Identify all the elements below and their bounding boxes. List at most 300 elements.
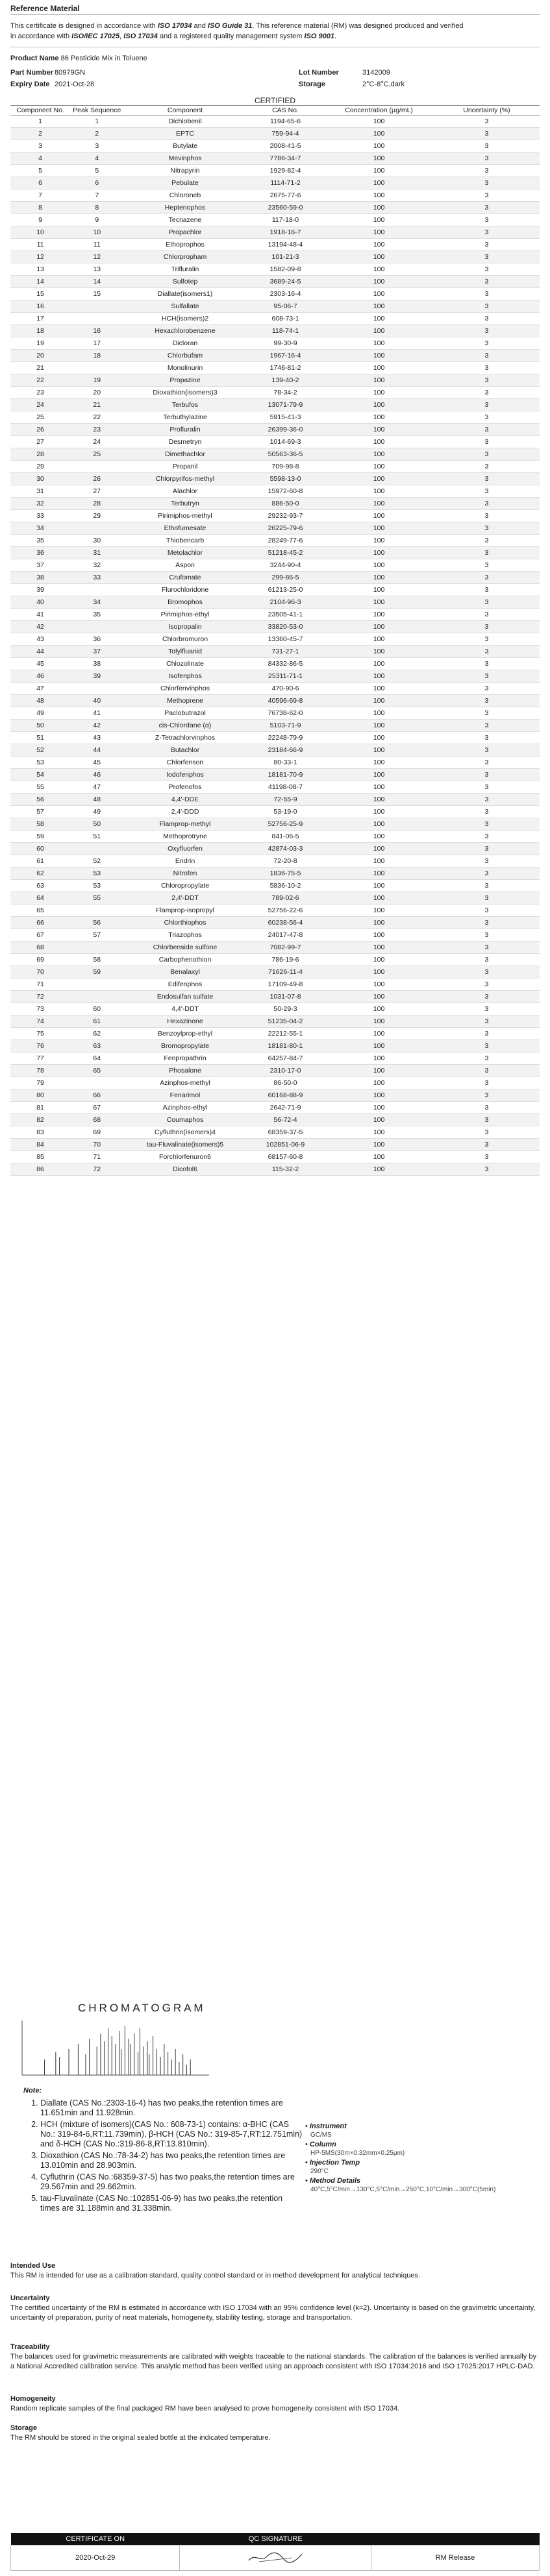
uncertainty: 3: [434, 658, 540, 670]
component-no: 43: [10, 633, 70, 646]
uncertainty: 3: [434, 485, 540, 498]
component-no: 6: [10, 177, 70, 189]
component-name: Pebulate: [123, 177, 246, 189]
component-name: Dimethachlor: [123, 448, 246, 461]
component-name: Flurochloridone: [123, 584, 246, 596]
peak-sequence: 44: [70, 744, 123, 757]
component-name: Flamprop-methyl: [123, 818, 246, 831]
table-row: [10, 966, 540, 978]
cas-number: 24017-47-8: [247, 929, 325, 942]
uncertainty: 3: [434, 633, 540, 646]
product-name: Product Name 86 Pesticide Mix in Toluene: [10, 55, 147, 62]
component-name: 4,4'-DDE: [123, 794, 246, 806]
cas-number: 470-90-6: [247, 683, 325, 695]
cas-number: 3689-24-5: [247, 276, 325, 288]
component-name: Trifluralin: [123, 263, 246, 276]
uncertainty: 3: [434, 609, 540, 621]
uncertainty: 3: [434, 411, 540, 424]
component-no: 65: [10, 905, 70, 917]
instrument-value: GC/MS: [310, 2132, 332, 2139]
cas-number: 2310-17-0: [247, 1065, 325, 1077]
component-no: 36: [10, 547, 70, 559]
uncertainty: 3: [434, 399, 540, 411]
cas-number: 115-32-2: [247, 1163, 325, 1176]
cas-number: 72-20-8: [247, 855, 325, 868]
table-row: [10, 1003, 540, 1015]
component-name: Dicofol6: [123, 1163, 246, 1176]
concentration: 100: [324, 855, 433, 868]
concentration: 100: [324, 794, 433, 806]
component-name: tau-Fluvalinate(isomers)5: [123, 1139, 246, 1151]
uncertainty: 3: [434, 917, 540, 929]
storage-section: [10, 2424, 540, 2443]
component-no: 67: [10, 929, 70, 942]
component-no: 60: [10, 843, 70, 855]
component-name: Isopropalin: [123, 621, 246, 633]
peak-sequence: 61: [70, 1015, 123, 1028]
uncertainty: 3: [434, 128, 540, 140]
peak-sequence: 23: [70, 424, 123, 436]
peak-sequence: 39: [70, 670, 123, 683]
concentration: 100: [324, 300, 433, 313]
component-name: Tolylfluanid: [123, 646, 246, 658]
component-no: 5: [10, 165, 70, 177]
table-row: [10, 868, 540, 880]
uncertainty: 3: [434, 905, 540, 917]
cas-number: 40596-69-8: [247, 695, 325, 707]
component-no: 63: [10, 880, 70, 892]
cas-number: 299-86-5: [247, 572, 325, 584]
table-row: [10, 621, 540, 633]
cas-number: 76738-62-0: [247, 707, 325, 720]
table-row: [10, 214, 540, 226]
concentration: 100: [324, 633, 433, 646]
concentration: 100: [324, 1028, 433, 1040]
concentration: 100: [324, 1065, 433, 1077]
component-name: Paclobutrazol: [123, 707, 246, 720]
concentration: 100: [324, 535, 433, 547]
table-row: [10, 1077, 540, 1089]
uncertainty: 3: [434, 189, 540, 202]
uncertainty: 3: [434, 547, 540, 559]
table-row: [10, 1114, 540, 1126]
header-peak-sequence: Peak Sequence: [70, 106, 123, 115]
table-row: [10, 855, 540, 868]
concentration: 100: [324, 1102, 433, 1114]
uncertainty: 3: [434, 584, 540, 596]
concentration: 100: [324, 226, 433, 239]
component-no: 17: [10, 313, 70, 325]
uncertainty: 3: [434, 374, 540, 387]
signature-scribble: [246, 2550, 305, 2564]
uncertainty: 3: [434, 707, 540, 720]
concentration: 100: [324, 140, 433, 152]
instrument-params: • Instrument GC/MS • Column HP-5MS(30m×0.32mm×0.25μm) • Injection Temp 290°C • Method Details 40°C,5°C/min→130°C,5°C/min→250°C,10°C/min→300°C(5min): [305, 2122, 545, 2194]
uncertainty: 3: [434, 929, 540, 942]
concentration: 100: [324, 584, 433, 596]
uncertainty: 3: [434, 954, 540, 966]
cas-number: 2642-71-9: [247, 1102, 325, 1114]
component-name: Chloroneb: [123, 189, 246, 202]
uncertainty-text: The certified uncertainty of the RM is estimated in accordance with ISO 17034 with an 95% confidence level (k=2). Uncertainty is based on the gravimetric uncertainty, uncertainty of preparation, purity of neat materials, homogeneity, stability testing, storage and transportation.: [10, 2304, 536, 2322]
component-name: Monolinurin: [123, 362, 246, 374]
component-name: Chlorpropham: [123, 251, 246, 263]
cas-number: 15972-60-8: [247, 485, 325, 498]
table-row: [10, 436, 540, 448]
cas-number: 1031-07-8: [247, 991, 325, 1003]
concentration: 100: [324, 1089, 433, 1102]
table-row: [10, 781, 540, 794]
table-row: [10, 115, 540, 128]
component-name: Mevinphos: [123, 152, 246, 165]
peak-sequence: 59: [70, 966, 123, 978]
concentration: 100: [324, 769, 433, 781]
table-row: [10, 991, 540, 1003]
concentration: 100: [324, 880, 433, 892]
intended-use-section: [10, 2261, 540, 2281]
concentration: 100: [324, 917, 433, 929]
concentration: 100: [324, 1003, 433, 1015]
uncertainty: 3: [434, 1003, 540, 1015]
concentration: 100: [324, 313, 433, 325]
concentration: 100: [324, 350, 433, 362]
component-no: 4: [10, 152, 70, 165]
uncertainty: 3: [434, 1114, 540, 1126]
peak-sequence: 68: [70, 1114, 123, 1126]
component-no: 73: [10, 1003, 70, 1015]
component-no: 44: [10, 646, 70, 658]
uncertainty: 3: [434, 448, 540, 461]
table-body: [10, 115, 540, 1176]
table-row: [10, 387, 540, 399]
instrument-label: Instrument: [309, 2122, 347, 2130]
traceability-heading: Traceability: [10, 2343, 50, 2351]
table-row: [10, 683, 540, 695]
component-no: 11: [10, 239, 70, 251]
uncertainty: 3: [434, 1126, 540, 1139]
concentration: 100: [324, 325, 433, 337]
uncertainty: 3: [434, 152, 540, 165]
table-row: [10, 522, 540, 535]
peak-sequence: 53: [70, 880, 123, 892]
concentration: 100: [324, 978, 433, 991]
concentration: 100: [324, 658, 433, 670]
peak-sequence: 20: [70, 387, 123, 399]
concentration: 100: [324, 831, 433, 843]
uncertainty: 3: [434, 1040, 540, 1052]
component-no: 82: [10, 1114, 70, 1126]
storage-condition: Storage 2°C-8°C,dark: [299, 80, 405, 88]
component-name: Chlorfenvinphos: [123, 683, 246, 695]
uncertainty: 3: [434, 831, 540, 843]
cas-number: 23560-59-0: [247, 202, 325, 214]
cas-number: 23505-41-1: [247, 609, 325, 621]
concentration: 100: [324, 128, 433, 140]
concentration: 100: [324, 165, 433, 177]
uncertainty: 3: [434, 596, 540, 609]
peak-sequence: 31: [70, 547, 123, 559]
component-no: 12: [10, 251, 70, 263]
peak-sequence: 43: [70, 732, 123, 744]
cas-number: 117-18-0: [247, 214, 325, 226]
cas-number: 41198-08-7: [247, 781, 325, 794]
table-row: [10, 658, 540, 670]
table-row: [10, 300, 540, 313]
peak-sequence: 1: [70, 115, 123, 128]
component-no: 69: [10, 954, 70, 966]
cas-number: 5836-10-2: [247, 880, 325, 892]
table-row: [10, 485, 540, 498]
peak-sequence: [70, 843, 123, 855]
concentration: 100: [324, 991, 433, 1003]
component-no: 71: [10, 978, 70, 991]
component-no: 32: [10, 498, 70, 510]
component-name: Chlorfenson: [123, 757, 246, 769]
cas-number: 608-73-1: [247, 313, 325, 325]
component-name: Ethofumesate: [123, 522, 246, 535]
concentration: 100: [324, 473, 433, 485]
component-name: Desmetryn: [123, 436, 246, 448]
component-name: Chlorbenside sulfone: [123, 942, 246, 954]
component-name: Propachlor: [123, 226, 246, 239]
cas-number: 1967-16-4: [247, 350, 325, 362]
peak-sequence: [70, 905, 123, 917]
chromatogram-title: CHROMATOGRAM: [78, 2002, 206, 2014]
concentration: 100: [324, 707, 433, 720]
cas-number: 99-30-9: [247, 337, 325, 350]
concentration: 100: [324, 337, 433, 350]
component-name: Dichlobenil: [123, 115, 246, 128]
cas-number: 5598-13-0: [247, 473, 325, 485]
table-row: [10, 732, 540, 744]
component-no: 50: [10, 720, 70, 732]
concentration: 100: [324, 966, 433, 978]
component-no: 64: [10, 892, 70, 905]
note-item: 3. Dioxathion (CAS No.:78-34-2) has two peaks,the retention times are 13.010min and 28.903min.: [40, 2151, 303, 2170]
peak-sequence: 53: [70, 868, 123, 880]
uncertainty: 3: [434, 288, 540, 300]
note-item: 2. HCH (mixture of isomers)(CAS No.: 608-73-1) contains: α-BHC (CAS No.: 319-84-6,RT:11.739min), β-HCH (CAS No.: 319-85-7,RT:12.751min) and δ-HCH (CAS No.:319-86-8,RT:13.810min).: [40, 2120, 303, 2149]
uncertainty: 3: [434, 1139, 540, 1151]
concentration: 100: [324, 572, 433, 584]
peak-sequence: 64: [70, 1052, 123, 1065]
cas-number: 72-55-9: [247, 794, 325, 806]
cas-number: 2008-41-5: [247, 140, 325, 152]
component-no: 21: [10, 362, 70, 374]
uncertainty: 3: [434, 757, 540, 769]
divider: [10, 14, 540, 15]
table-row: [10, 1065, 540, 1077]
concentration: 100: [324, 695, 433, 707]
component-no: 51: [10, 732, 70, 744]
component-name: Terbutryn: [123, 498, 246, 510]
component-name: Z-Tetrachlorvinphos: [123, 732, 246, 744]
cas-number: 71626-11-4: [247, 966, 325, 978]
uncertainty: 3: [434, 473, 540, 485]
peak-sequence: 47: [70, 781, 123, 794]
cas-number: 50563-36-5: [247, 448, 325, 461]
component-no: 28: [10, 448, 70, 461]
component-name: Carbophenothion: [123, 954, 246, 966]
component-name: Endosulfan sulfate: [123, 991, 246, 1003]
component-no: 45: [10, 658, 70, 670]
peak-sequence: 18: [70, 350, 123, 362]
peak-sequence: 36: [70, 633, 123, 646]
injection-temp-value: 290°C: [310, 2168, 329, 2175]
component-no: 20: [10, 350, 70, 362]
uncertainty: 3: [434, 300, 540, 313]
uncertainty: 3: [434, 978, 540, 991]
peak-sequence: 34: [70, 596, 123, 609]
component-no: 85: [10, 1151, 70, 1163]
method-details-value: 40°C,5°C/min→130°C,5°C/min→250°C,10°C/min→300°C(5min): [310, 2186, 496, 2193]
peak-sequence: [70, 584, 123, 596]
table-row: [10, 843, 540, 855]
component-no: 62: [10, 868, 70, 880]
uncertainty: 3: [434, 263, 540, 276]
uncertainty: 3: [434, 350, 540, 362]
peak-sequence: [70, 978, 123, 991]
concentration: 100: [324, 152, 433, 165]
table-row: [10, 535, 540, 547]
table-row: [10, 584, 540, 596]
cas-number: 22212-55-1: [247, 1028, 325, 1040]
concentration: 100: [324, 818, 433, 831]
component-name: Terbuthylazine: [123, 411, 246, 424]
uncertainty: 3: [434, 559, 540, 572]
cas-number: 95-06-7: [247, 300, 325, 313]
table-row: [10, 325, 540, 337]
component-name: Heptenophos: [123, 202, 246, 214]
component-no: 59: [10, 831, 70, 843]
table-row: [10, 547, 540, 559]
peak-sequence: 8: [70, 202, 123, 214]
cas-number: 18181-70-9: [247, 769, 325, 781]
component-name: Propazine: [123, 374, 246, 387]
cas-number: 56-72-4: [247, 1114, 325, 1126]
homogeneity-heading: Homogeneity: [10, 2395, 56, 2403]
cas-number: 102851-06-9: [247, 1139, 325, 1151]
component-no: 58: [10, 818, 70, 831]
component-name: Nitrofen: [123, 868, 246, 880]
chromatogram-peaks: [45, 2026, 191, 2075]
component-name: 2,4'-DDD: [123, 806, 246, 818]
concentration: 100: [324, 646, 433, 658]
table-row: [10, 263, 540, 276]
component-no: 3: [10, 140, 70, 152]
header-concentration: Concentration (μg/mL): [324, 106, 433, 115]
uncertainty: 3: [434, 880, 540, 892]
component-name: Chlozolinate: [123, 658, 246, 670]
certified-label: CERTIFIED: [254, 96, 296, 105]
table-row: [10, 646, 540, 658]
component-no: 61: [10, 855, 70, 868]
cas-number: 18181-80-1: [247, 1040, 325, 1052]
uncertainty: 3: [434, 966, 540, 978]
component-name: Chloropropylate: [123, 880, 246, 892]
peak-sequence: 56: [70, 917, 123, 929]
cas-number: 78-34-2: [247, 387, 325, 399]
peak-sequence: 21: [70, 399, 123, 411]
uncertainty: 3: [434, 325, 540, 337]
peak-sequence: 65: [70, 1065, 123, 1077]
component-no: 19: [10, 337, 70, 350]
uncertainty: 3: [434, 1151, 540, 1163]
intended-use-text: This RM is intended for use as a calibration standard, quality control standard or in method development for analytical techniques.: [10, 2272, 421, 2279]
cas-number: 1014-69-3: [247, 436, 325, 448]
concentration: 100: [324, 806, 433, 818]
component-no: 27: [10, 436, 70, 448]
component-name: Bromopropylate: [123, 1040, 246, 1052]
qc-signature-header: QC SIGNATURE: [180, 2533, 371, 2546]
peak-sequence: 40: [70, 695, 123, 707]
component-name: Terbufos: [123, 399, 246, 411]
peak-sequence: 48: [70, 794, 123, 806]
cas-number: 64257-84-7: [247, 1052, 325, 1065]
traceability-text: The balances used for gravimetric measurements are calibrated with weights traceable to the national standards. The calibration of the balances is verified annually by a National Accredited calibration service. This analytic method has been verified using an approach consistent with ISO 17034:2016 and ISO 17025:2017 HPLC-DAD.: [10, 2353, 536, 2370]
uncertainty: 3: [434, 868, 540, 880]
concentration: 100: [324, 621, 433, 633]
component-no: 22: [10, 374, 70, 387]
peak-sequence: 14: [70, 276, 123, 288]
peak-sequence: 66: [70, 1089, 123, 1102]
cas-number: 60238-56-4: [247, 917, 325, 929]
component-no: 41: [10, 609, 70, 621]
component-name: Pirimiphos-methyl: [123, 510, 246, 522]
peak-sequence: [70, 461, 123, 473]
table-row: [10, 288, 540, 300]
peak-sequence: 6: [70, 177, 123, 189]
uncertainty: 3: [434, 1163, 540, 1176]
uncertainty: 3: [434, 239, 540, 251]
uncertainty: 3: [434, 165, 540, 177]
component-name: Chlorbromuron: [123, 633, 246, 646]
component-name: cis-Chlordane (α): [123, 720, 246, 732]
table-row: [10, 313, 540, 325]
component-name: Butylate: [123, 140, 246, 152]
uncertainty: 3: [434, 646, 540, 658]
table-row: [10, 461, 540, 473]
cas-number: 1194-65-6: [247, 115, 325, 128]
table-row: [10, 362, 540, 374]
component-no: 29: [10, 461, 70, 473]
peak-sequence: 45: [70, 757, 123, 769]
concentration: 100: [324, 1139, 433, 1151]
cas-number: 52756-25-9: [247, 818, 325, 831]
cas-number: 1114-71-2: [247, 177, 325, 189]
uncertainty: 3: [434, 140, 540, 152]
concentration: 100: [324, 436, 433, 448]
table-row: [10, 707, 540, 720]
peak-sequence: [70, 621, 123, 633]
cas-number: 68359-37-5: [247, 1126, 325, 1139]
concentration: 100: [324, 461, 433, 473]
concentration: 100: [324, 905, 433, 917]
cas-number: 23184-66-9: [247, 744, 325, 757]
peak-sequence: 51: [70, 831, 123, 843]
component-no: 70: [10, 966, 70, 978]
storage-heading: Storage: [10, 2424, 37, 2432]
component-name: Chlorthiophos: [123, 917, 246, 929]
peak-sequence: 71: [70, 1151, 123, 1163]
component-name: Metolachlor: [123, 547, 246, 559]
cas-number: 13071-79-9: [247, 399, 325, 411]
table-row: [10, 572, 540, 584]
component-name: Coumaphos: [123, 1114, 246, 1126]
component-no: 15: [10, 288, 70, 300]
peak-sequence: 52: [70, 855, 123, 868]
page-title: Reference Material: [10, 4, 80, 13]
